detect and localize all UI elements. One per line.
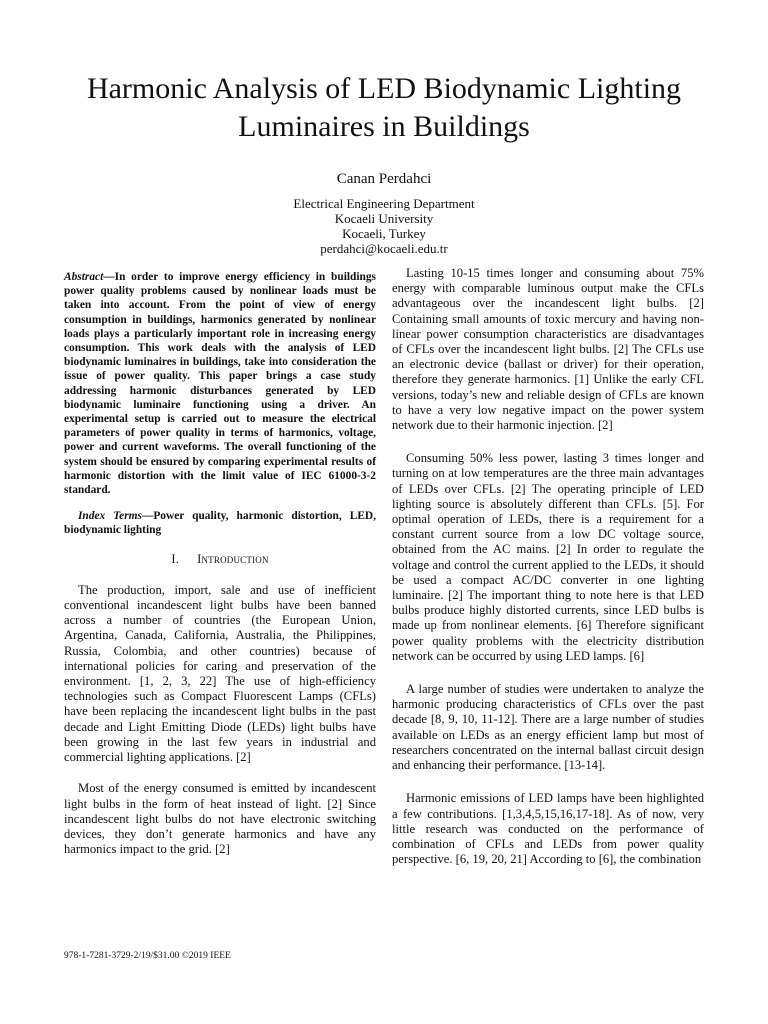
title-line-1: Harmonic Analysis of LED Biodynamic Lighting <box>86 72 682 105</box>
section-heading-introduction <box>64 552 376 567</box>
index-terms <box>64 509 376 537</box>
right-column <box>392 266 704 885</box>
copyright-footer: 978-1-7281-3729-2/19/$31.00 ©2019 IEEE <box>64 951 231 961</box>
author-name: Canan Perdahci <box>336 171 432 187</box>
author-block <box>184 170 584 256</box>
abstract <box>64 270 376 497</box>
author-department: Electrical Engineering Department <box>293 196 475 211</box>
body-paragraph: Lasting 10-15 times longer and consuming about 75% energy with comparable luminous output make the CFLs advantageous over the incandescent light bulbs. [2] Containing small amounts of toxic mercury and having non-linear power consumption characteristics are disadvantages of CFLs over the incandescent light bulbs. [2] The CFLs use an electronic device (ballast or driver) for their operation, therefore they generate harmonics. [1] Unlike the early CFL versions, today’s new and reliable design of CFLs are known to have a very low negative impact on the power system network due to their harmonic injection. [2] <box>392 266 704 433</box>
section-number: I. <box>171 551 180 566</box>
author-location: Kocaeli, Turkey <box>342 226 426 241</box>
body-paragraph: Harmonic emissions of LED lamps have been highlighted a few contributions. [1,3,4,5,15,16,17-18]. As of now, very little research was conducted on the performance of combination of CFLs and LEDs from power quality perspective. [6, 19, 20, 21] According to [6], the combination <box>392 791 704 867</box>
abstract-text: —In order to improve energy efficiency in buildings power quality problems caused by nonlinear loads must be taken into account. From the point of view of energy consumption in buildings, harmonics generated by nonlinear loads plays a particularly important role in increasing energy consumption. This work deals with the analysis of LED biodynamic luminaires in buildings, take into consideration the issue of power quality. This paper brings a case study addressing harmonic disturbances generated by LED biodynamic luminaire functioning using a driver. An experimental setup is carried out to measure the electrical parameters of power quality in terms of harmonics, voltage, power and current waveforms. The overall functioning of the system should be ensured by comparing experimental results of harmonic distortion with the limit value of IEC 61000-3-2 standard. <box>64 271 376 497</box>
body-paragraph: Most of the energy consumed is emitted by incandescent light bulbs in the form of heat instead of light. [2] Since incandescent light bulbs do not have electronic switching devices, they don’t generate harmonics and have any harmonics impact to the grid. [2] <box>64 781 376 857</box>
index-terms-text: —Power quality, harmonic distortion, LED, biodynamic lighting <box>64 510 376 537</box>
author-email: perdahci@kocaeli.edu.tr <box>320 241 448 256</box>
body-paragraph: The production, import, sale and use of inefficient conventional incandescent light bulbs have been banned across a number of countries (the European Union, Argentina, Canada, California, Australia, the Philippines, Russia, Colombia, and other countries) because of international policies for caring and preservation of the environment. [1, 2, 3, 22] The use of high-efficiency technologies such as Compact Fluorescent Lamps (CFLs) have been replacing the incandescent light bulbs in the past decade and Light Emitting Diode (LEDs) light bulbs have been growing in the last few years in industrial and commercial lighting applications. [2] <box>64 582 376 765</box>
abstract-lead: Abstract <box>64 271 104 283</box>
title-line-2: Luminaires in Buildings <box>238 110 530 143</box>
section-title: Introduction <box>197 551 269 566</box>
author-university: Kocaeli University <box>334 211 434 226</box>
index-terms-lead: Index Terms <box>78 510 142 523</box>
left-column <box>64 266 376 873</box>
body-paragraph: A large number of studies were undertaken to analyze the harmonic producing characteristics of CFLs over the past decade [8, 9, 10, 11-12]. There are a large number of studies available on LEDs as an energy efficient lamp but most of researchers concentrated on the internal ballast circuit design and enhancing their performance. [13-14]. <box>392 682 704 773</box>
body-paragraph: Consuming 50% less power, lasting 3 times longer and turning on at low temperatures are the three main advantages of LEDs over CFLs. [2] The operating principle of LED lighting source is absolutely different than CFLs. [5]. For optimal operation of LEDs, there is a requirement for a constant current source from a low DC voltage source, obtained from the AC mains. [2] In order to regulate the voltage and control the current applied to the LEDs, it should be used a compact AC/DC converter in one lighting luminaire. [2] The important thing to note here is that LED bulbs produce highly distorted currents, since LED bulbs is made up from nonlinear elements. [6] Therefore significant power quality problems with the electricity distribution network can be occurred by using LED lamps. [6] <box>392 451 704 663</box>
paper-title <box>40 70 728 146</box>
